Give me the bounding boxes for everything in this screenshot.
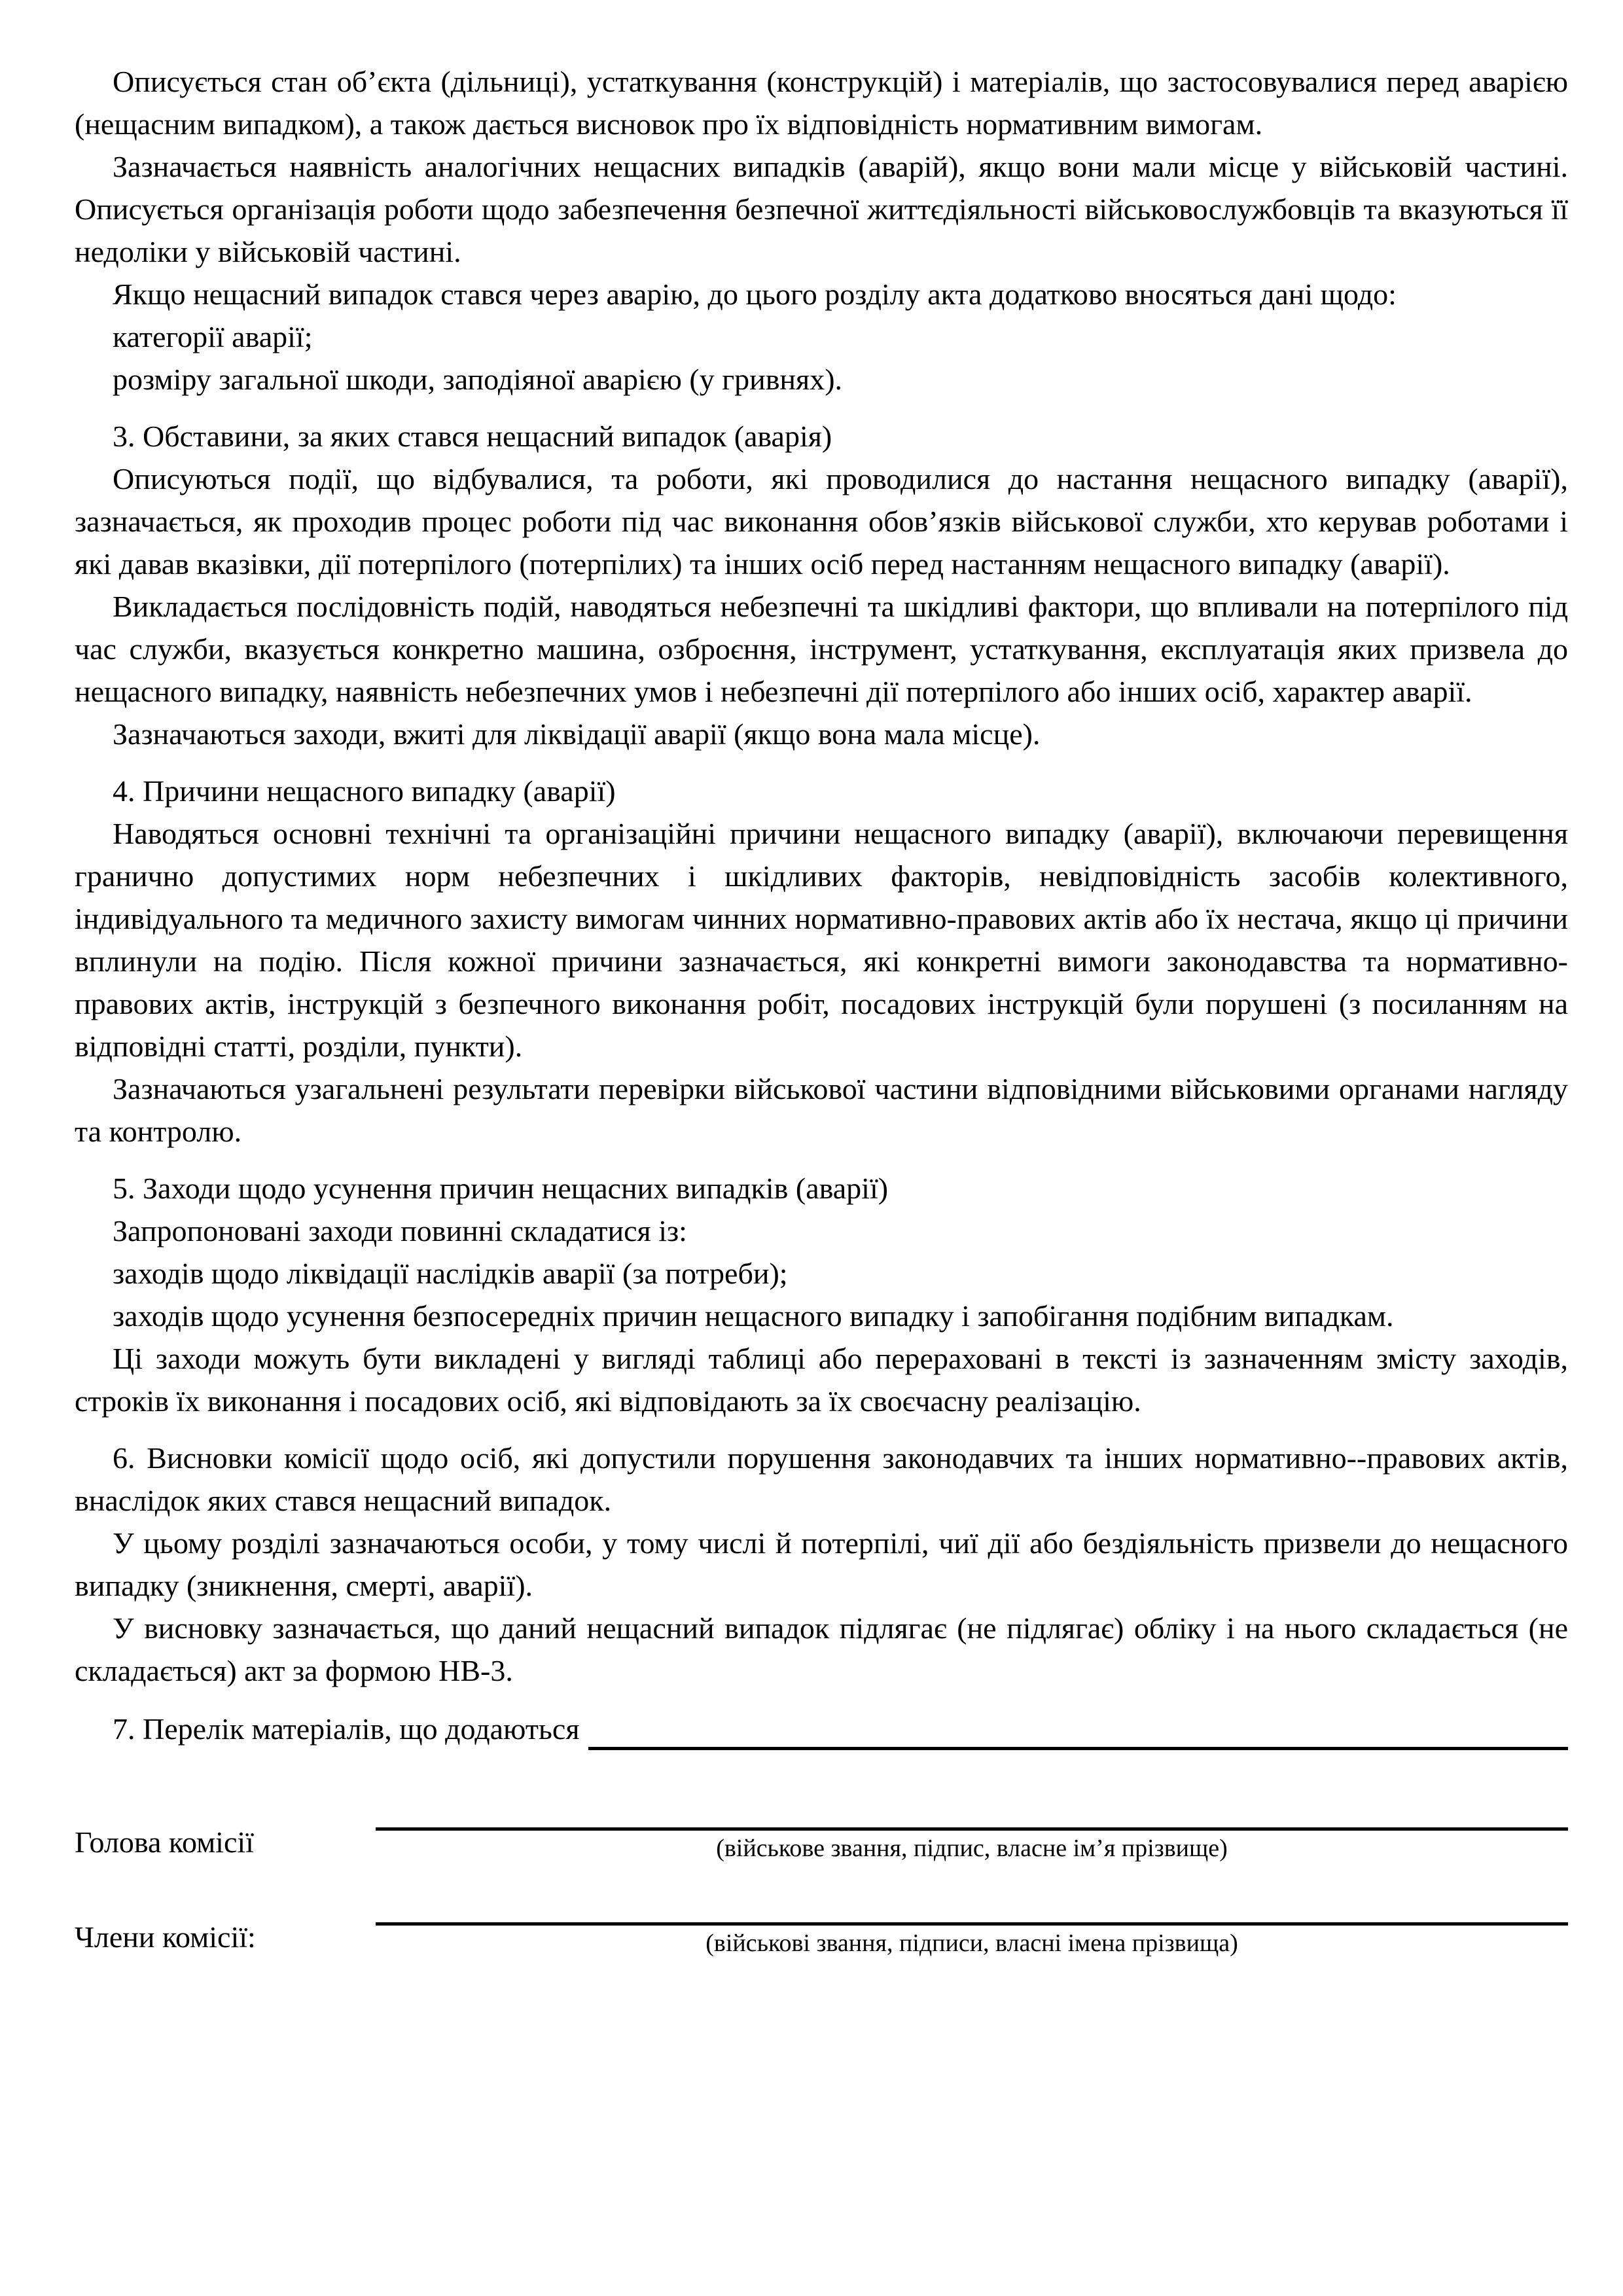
section-6-heading: 6. Висновки комісії щодо осіб, які допустили порушення законодавчих та інших нормативно--правових актів, внаслідок яких стався нещасний випадок.	[75, 1441, 1568, 1517]
section-5-paragraph-table-or-text: Ці заходи можуть бути викладені у вигляді таблиці або перераховані в тексті із зазначенням змісту заходів, строків їх виконання і посадових осіб, які відповідають за їх своєчасну реалізацію.	[75, 1342, 1568, 1418]
list-item-total-damage: розміру загальної шкоди, заподіяної аварією (у гривнях).	[113, 363, 843, 396]
section-3-paragraph-liquidation: Зазначаються заходи, вжиті для ліквідації аварії (якщо вона мала місце).	[113, 717, 1041, 751]
section-5-list-item-liquidation: заходів щодо ліквідації наслідків аварії (за потреби);	[113, 1257, 788, 1290]
chairman-signature-field	[376, 1788, 1568, 1863]
section-6-paragraph-conclusion: У висновку зазначається, що даний нещасний випадок підлягає (не підлягає) обліку і на нього складається (не складається) акт за формою НВ-3.	[75, 1611, 1568, 1687]
section-5-heading: 5. Заходи щодо усунення причин нещасних випадків (аварії)	[113, 1172, 889, 1205]
members-signature-caption: (військові звання, підписи, власні імена прізвища)	[705, 1929, 1238, 1957]
members-signature-block	[75, 1883, 1568, 1958]
section-4-paragraph-inspection-results: Зазначаються узагальнені результати перевірки військової частини відповідними військовими органами нагляду та контролю.	[75, 1072, 1568, 1148]
section-3-paragraph-events: Описуються події, що відбувалися, та роботи, які проводилися до настання нещасного випадку (аварії), зазначається, як проходив процес роботи під час виконання обов’язків військової служби, хто керував роботами і які давав вказівки, дії потерпілого (потерпілих) та інших осіб перед настанням нещасного випадку (аварії).	[75, 462, 1568, 581]
section-4-paragraph-causes: Наводяться основні технічні та організаційні причини нещасного випадку (аварії), включаючи перевищення гранично допустимих норм небезпечних і шкідливих факторів, невідповідність засобів колективного, індивідуального та медичного захисту вимогам чинних нормативно-правових актів або їх нестача, якщо ці причини вплинули на подію. Після кожної причини зазначається, які конкретні вимоги законодавства та нормативно-правових актів, інструкцій з безпечного виконання робіт, посадових інструкцій були порушені (з посиланням на відповідні статті, розділи, пункти).	[75, 817, 1568, 1063]
members-signature-field	[376, 1883, 1568, 1958]
list-item-accident-category: категорії аварії;	[113, 320, 313, 353]
section-3-heading: 3. Обставини, за яких стався нещасний випадок (аварія)	[113, 420, 832, 453]
section-7-heading: 7. Перелік матеріалів, що додаються	[113, 1712, 580, 1746]
members-signature-row	[75, 1883, 1568, 1958]
members-label: Члени комісії:	[75, 1920, 256, 1954]
materials-blank-line	[588, 1709, 1568, 1750]
section-6-paragraph-persons: У цьому розділі зазначаються особи, у тому числі й потерпілі, чиї дії або бездіяльність призвели до нещасного випадку (зникнення, смерті, аварії).	[75, 1526, 1568, 1602]
intro-paragraph-object-state: Описується стан об’єкта (дільниці), устаткування (конструкцій) і матеріалів, що застосовувалися перед аварією (нещасним випадком), а також дається висновок про їх відповідність нормативним вимогам.	[75, 65, 1568, 141]
chairman-signature-row	[75, 1788, 1568, 1863]
chairman-signature-line	[376, 1788, 1568, 1831]
members-signature-line	[376, 1883, 1568, 1926]
section-7-materials-row	[75, 1708, 1568, 1750]
intro-paragraph-similar-cases: Зазначається наявність аналогічних нещасних випадків (аварій), якщо вони мали місце у військовій частині. Описується організація роботи щодо забезпечення безпечної життєдіяльності військовослужбовців та вказуються її недоліки у військовій частині.	[75, 150, 1568, 268]
section-3-paragraph-sequence: Викладається послідовність подій, наводяться небезпечні та шкідливі фактори, що впливали на потерпілого під час служби, вказується конкретно машина, озброєння, інструмент, устаткування, експлуатація яких призвела до нещасного випадку, наявність небезпечних умов і небезпечні дії потерпілого або інших осіб, характер аварії.	[75, 590, 1568, 708]
section-5-paragraph-proposed-measures: Запропоновані заходи повинні складатися із:	[113, 1214, 687, 1247]
paragraph-accident-extra-data: Якщо нещасний випадок стався через аварію, до цього розділу акта додатково вносяться дані щодо:	[113, 278, 1397, 311]
chairman-signature-block	[75, 1788, 1568, 1863]
chairman-label: Голова комісії	[75, 1825, 254, 1859]
chairman-signature-caption: (військове звання, підпис, власне ім’я прізвище)	[716, 1835, 1228, 1862]
section-4-heading: 4. Причини нещасного випадку (аварії)	[113, 774, 616, 808]
section-5-list-item-prevention: заходів щодо усунення безпосередніх причин нещасного випадку і запобігання подібним випадкам.	[113, 1299, 1394, 1333]
